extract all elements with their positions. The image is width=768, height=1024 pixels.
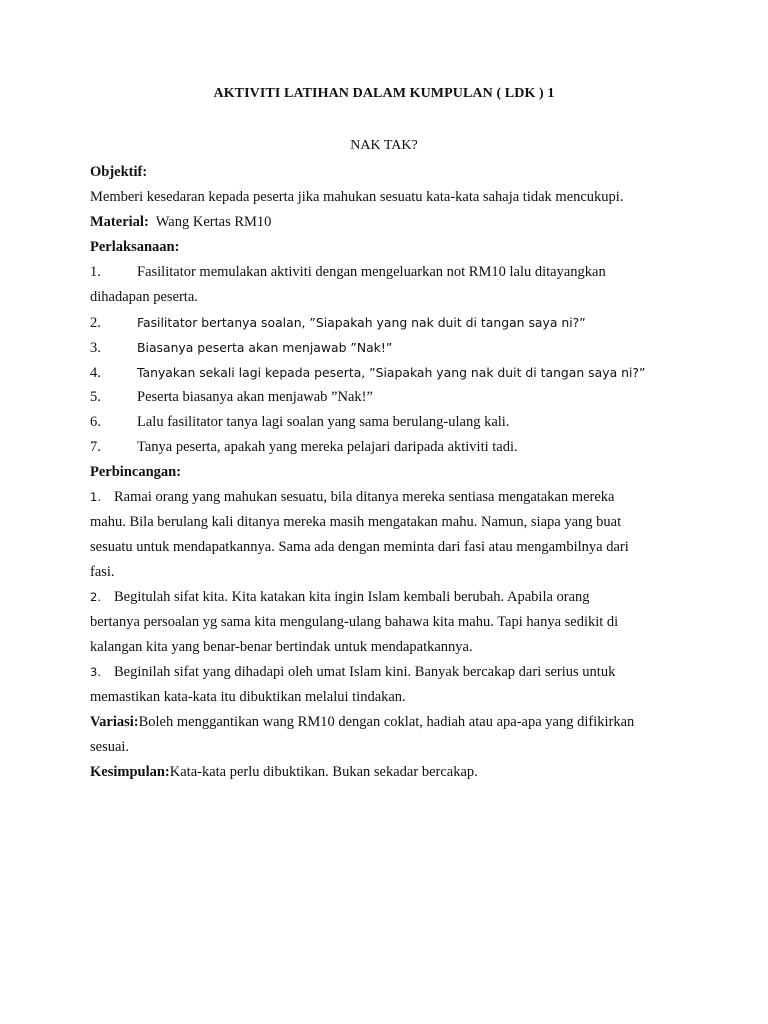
step-number: 5. <box>90 389 101 405</box>
step-text: Lalu fasilitator tanya lagi soalan yang sama berulang-ulang kali. <box>137 414 510 430</box>
discussion-line: memastikan kata-kata itu dibuktikan melalui tindakan. <box>90 689 406 705</box>
discussion-line: mahu. Bila berulang kali ditanya mereka masih mengatakan mahu. Namun, siapa yang buat <box>90 514 622 530</box>
variasi-label: Variasi: <box>90 714 139 730</box>
discussion-line: Ramai orang yang mahukan sesuatu, bila ditanya mereka sentiasa mengatakan mereka <box>114 489 615 505</box>
variasi-continuation: sesuai. <box>90 739 130 755</box>
discussion-line: sesuatu untuk mendapatkannya. Sama ada dengan meminta dari fasi atau mengambilnya dari <box>90 539 629 555</box>
step-number: 4. <box>90 365 101 381</box>
discussion-line: Begitulah sifat kita. Kita katakan kita ingin Islam kembali berubah. Apabila orang <box>114 589 590 605</box>
step-number: 7. <box>90 439 101 455</box>
step-text: Fasilitator bertanya soalan, ”Siapakah yang nak duit di tangan saya ni?” <box>137 315 586 330</box>
step-item <box>90 260 690 285</box>
variasi-row <box>90 710 690 735</box>
variasi-text: Boleh menggantikan wang RM10 dengan coklat, hadiah atau apa-apa yang difikirkan <box>138 714 635 730</box>
perlaksanaan-heading: Perlaksanaan: <box>90 239 180 255</box>
step-item <box>90 335 690 360</box>
discussion-item <box>90 585 690 610</box>
kesimpulan-label: Kesimpulan: <box>90 764 170 780</box>
document-title: AKTIVITI LATIHAN DALAM KUMPULAN ( LDK ) 1 <box>213 86 555 101</box>
discussion-number: 2. <box>90 590 101 604</box>
step-text: Fasilitator memulakan aktiviti dengan mengeluarkan not RM10 lalu ditayangkan <box>137 264 606 280</box>
step-text: Biasanya peserta akan menjawab ”Nak!” <box>137 340 393 355</box>
document-body <box>90 160 690 785</box>
objektif-heading: Objektif: <box>90 164 148 180</box>
step-item <box>90 385 690 410</box>
perbincangan-heading: Perbincangan: <box>90 464 182 480</box>
discussion-line: Beginilah sifat yang dihadapi oleh umat Islam kini. Banyak bercakap dari serius untuk <box>114 664 616 680</box>
discussion-line: bertanya persoalan yg sama kita mengulang-ulang bahawa kita mahu. Tapi hanya sedikit di <box>90 614 619 630</box>
step-item <box>90 360 690 385</box>
objektif-text: Memberi kesedaran kepada peserta jika mahukan sesuatu kata-kata sahaja tidak mencukupi. <box>90 189 624 205</box>
step-number: 6. <box>90 414 101 430</box>
step-item <box>90 435 690 460</box>
discussion-item <box>90 660 690 685</box>
material-text: Wang Kertas RM10 <box>155 214 272 230</box>
discussion-line: kalangan kita yang benar-benar bertindak untuk mendapatkannya. <box>90 639 473 655</box>
discussion-item <box>90 485 690 510</box>
step-text: Tanyakan sekali lagi kepada peserta, ”Siapakah yang nak duit di tangan saya ni?” <box>137 365 646 380</box>
step-item <box>90 410 690 435</box>
step-number: 3. <box>90 340 101 356</box>
kesimpulan-text: Kata-kata perlu dibuktikan. Bukan sekadar bercakap. <box>169 764 478 780</box>
discussion-number: 1. <box>90 490 101 504</box>
step-item <box>90 310 690 335</box>
document-subtitle: NAK TAK? <box>350 138 418 153</box>
kesimpulan-row <box>90 760 690 785</box>
step-number: 1. <box>90 264 101 280</box>
material-label: Material: <box>90 214 149 230</box>
step-text: Peserta biasanya akan menjawab ”Nak!” <box>137 389 373 405</box>
step-number: 2. <box>90 315 101 331</box>
discussion-number: 3. <box>90 665 101 679</box>
discussion-line: fasi. <box>90 564 115 580</box>
step-continuation: dihadapan peserta. <box>90 289 198 305</box>
step-text: Tanya peserta, apakah yang mereka pelajari daripada aktiviti tadi. <box>137 439 518 455</box>
material-row <box>90 210 690 235</box>
